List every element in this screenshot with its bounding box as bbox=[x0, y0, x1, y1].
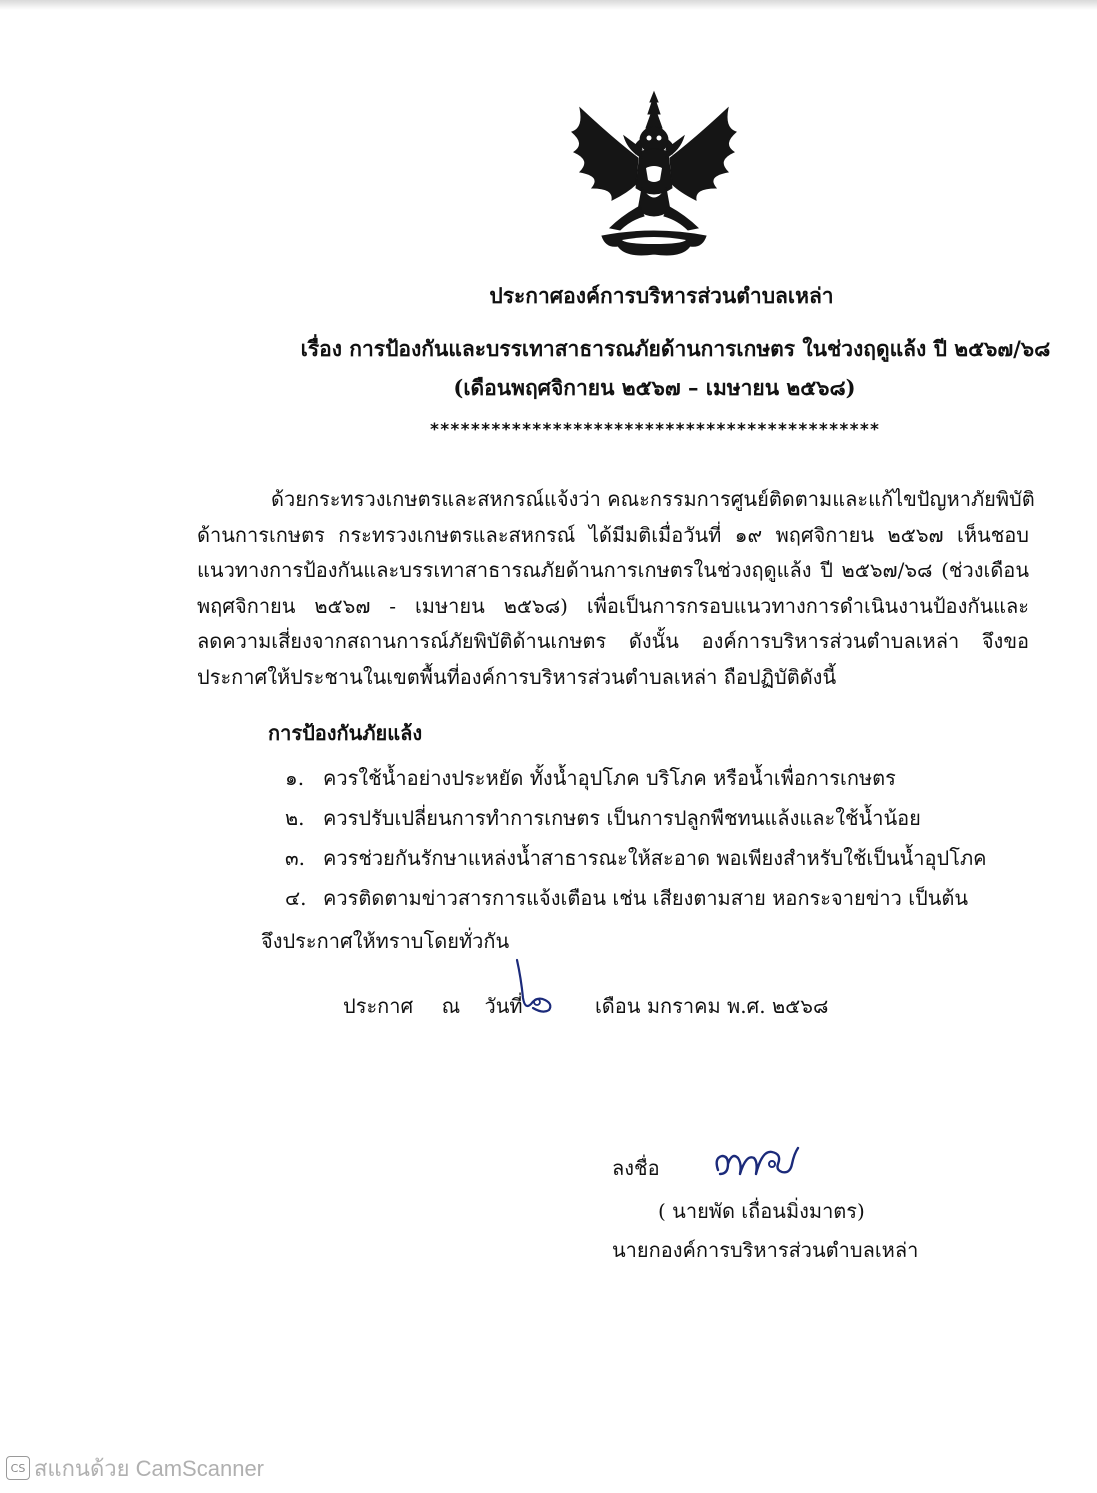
body-line: ด้านการเกษตร กระทรวงเกษตรและสหกรณ์ ได้มีมติเมื่อวันที่ ๑๙ พฤศจิกายน ๒๕๖๗ เห็นชอบ bbox=[197, 522, 1029, 547]
body-line: ลดความเสี่ยงจากสถานการณ์ภัยพิบัติด้านเกษตร ดังนั้น องค์การบริหารส่วนตำบลเหล่า จึงขอ bbox=[197, 629, 1029, 653]
body-line: ด้วยกระทรวงเกษตรและสหกรณ์แจ้งว่า คณะกรรมการศูนย์ติดตามและแก้ไขปัญหาภัยพิบัติ bbox=[271, 487, 1035, 511]
signer-position: นายกองค์การบริหารส่วนตำบลเหล่า bbox=[612, 1238, 919, 1262]
date-month-year: เดือน มกราคม พ.ศ. ๒๕๖๘ bbox=[594, 994, 829, 1018]
body-line: พฤศจิกายน ๒๕๖๗ - เมษายน ๒๕๖๘) เพื่อเป็นการกรอบแนวทางการดำเนินงานป้องกันและ bbox=[197, 593, 1029, 618]
list-item bbox=[285, 758, 987, 798]
body-line: แนวทางการป้องกันและบรรเทาสาธารณภัยด้านการเกษตรในช่วงฤดูแล้ง ปี ๒๕๖๗/๖๘ (ช่วงเดือน bbox=[197, 558, 1029, 582]
announcement-subject: เรื่อง การป้องกันและบรรเทาสาธารณภัยด้านการเกษตร ในช่วงฤดูแล้ง ปี ๒๕๖๗/๖๘ bbox=[300, 336, 1051, 361]
sign-label: ลงชื่อ bbox=[612, 1156, 660, 1180]
body-paragraph bbox=[197, 482, 1035, 695]
list-item bbox=[285, 878, 987, 918]
list-item bbox=[285, 838, 987, 878]
list-number: ๒. bbox=[285, 806, 305, 830]
garuda-emblem-icon bbox=[562, 88, 747, 263]
signer-name: ( นายพัด เถื่อนมิ่งมาตร) bbox=[658, 1199, 865, 1223]
section-heading: การป้องกันภัยแล้ง bbox=[268, 721, 423, 745]
list-text: ควรใช้น้ำอย่างประหยัด ทั้งน้ำอุปโภค บริโภค หรือน้ำเพื่อการเกษตร bbox=[323, 766, 896, 790]
handwritten-day-number bbox=[509, 958, 564, 1018]
list-text: ควรช่วยกันรักษาแหล่งน้ำสาธารณะให้สะอาด พอเพียงสำหรับใช้เป็นน้ำอุปโภค bbox=[323, 846, 987, 870]
list-text: ควรปรับเปลี่ยนการทำการเกษตร เป็นการปลูกพืชทนแล้งและใช้น้ำน้อย bbox=[323, 806, 921, 830]
list-text: ควรติดตามข่าวสารการแจ้งเตือน เช่น เสียงตามสาย หอกระจายข่าว เป็นต้น bbox=[323, 886, 969, 910]
date-day-label: วันที่ bbox=[484, 994, 523, 1018]
list-item bbox=[285, 798, 987, 838]
camscanner-logo-icon: CS bbox=[6, 1456, 30, 1480]
watermark-text: สแกนด้วย CamScanner bbox=[34, 1455, 265, 1481]
separator-line: ******************************************** bbox=[429, 420, 880, 440]
date-prefix: ประกาศ bbox=[343, 994, 414, 1018]
list-number: ๓. bbox=[285, 846, 306, 870]
scanner-watermark bbox=[6, 1452, 264, 1484]
list-number: ๔. bbox=[285, 886, 307, 910]
closing-statement: จึงประกาศให้ทราบโดยทั่วกัน bbox=[261, 929, 510, 953]
list-number: ๑. bbox=[285, 766, 305, 790]
announcement-title: ประกาศองค์การบริหารส่วนตำบลเหล่า bbox=[489, 283, 834, 308]
scan-edge bbox=[0, 0, 1097, 10]
date-at: ณ bbox=[441, 994, 461, 1018]
announcement-date bbox=[343, 990, 828, 1022]
body-line: ประกาศให้ประชานในเขตพื้นที่องค์การบริหารส่วนตำบลเหล่า ถือปฏิบัติดังนี้ bbox=[197, 664, 837, 689]
announcement-period: (เดือนพฤศจิกายน ๒๕๖๗ – เมษายน ๒๕๖๘) bbox=[453, 375, 856, 400]
handwritten-signature bbox=[706, 1134, 806, 1189]
measures-list bbox=[285, 758, 987, 918]
